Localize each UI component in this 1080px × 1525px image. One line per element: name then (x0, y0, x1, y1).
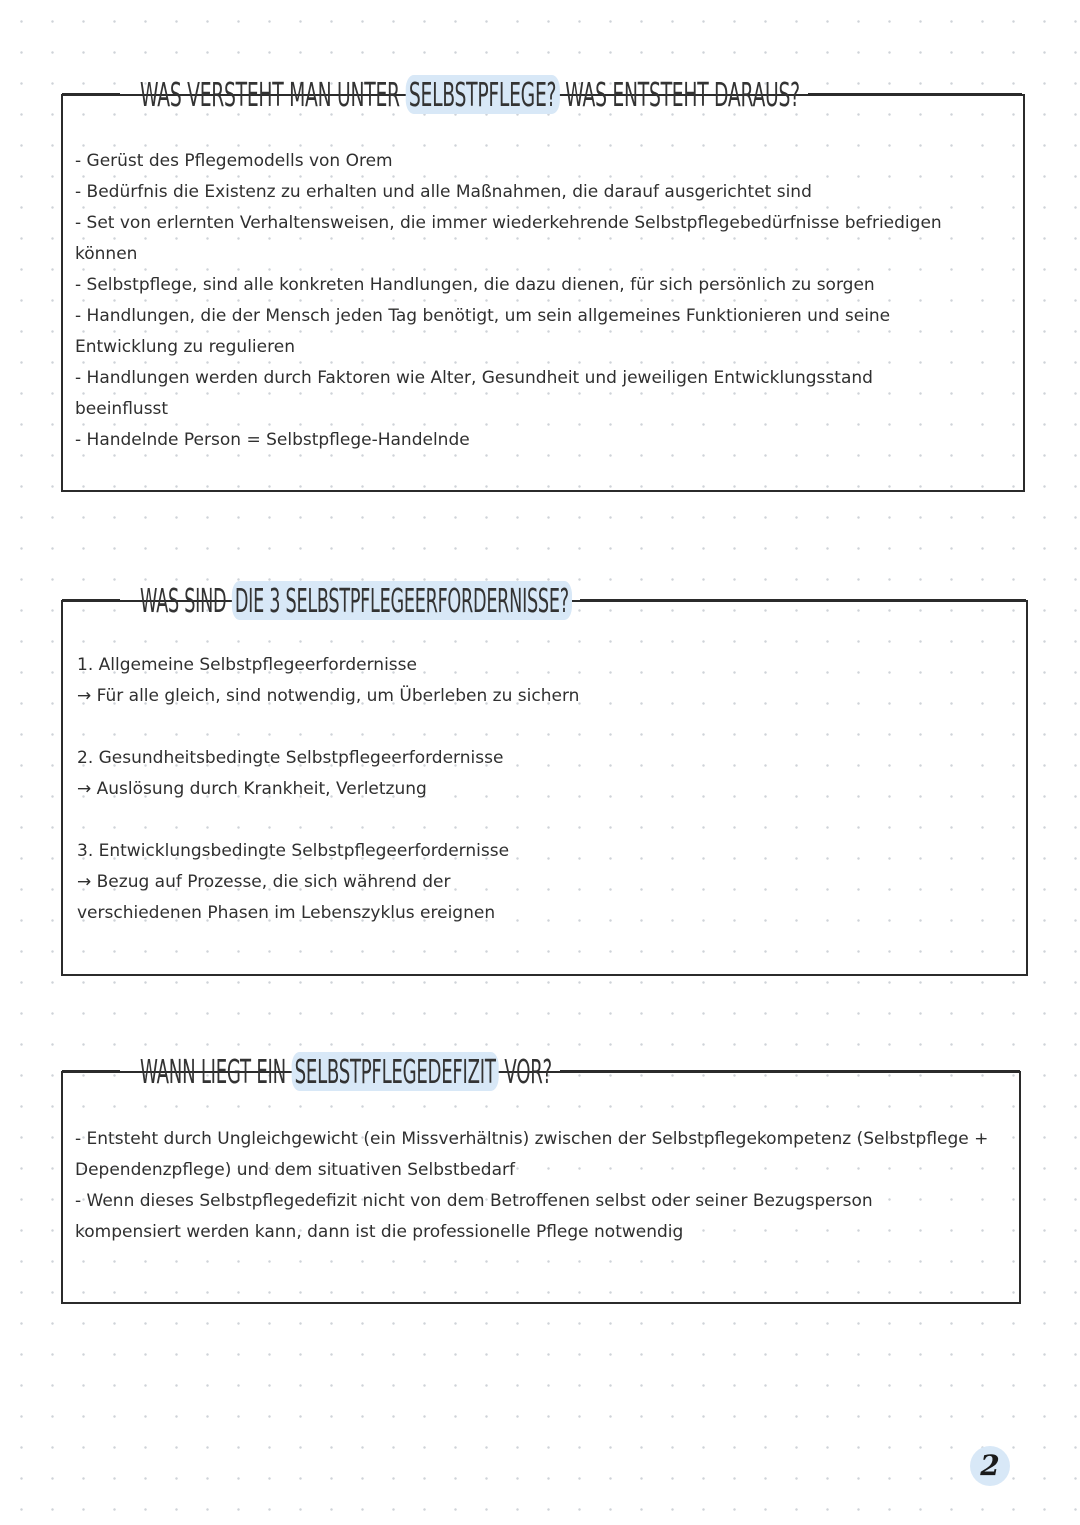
section-2-title: WAS SIND DIE 3 SELBSTPFLEGEERFORDERNISSE? (140, 581, 572, 620)
list-item: - Handlungen, die der Mensch jeden Tag benötigt, um sein allgemeines Funktionieren und seine (75, 306, 891, 326)
section-1-title: WAS VERSTEHT MAN UNTER SELBSTPFLEGE? WAS ENTSTEHT DARAUS? (140, 74, 800, 114)
list-item: - Handlungen werden durch Faktoren wie Alter, Gesundheit und jeweiligen Entwicklungsstand (75, 368, 873, 388)
section-2-content (77, 650, 1007, 929)
item-heading: 1. Allgemeine Selbstpflegeerfordernisse (77, 655, 417, 675)
item-detail: verschiedenen Phasen im Lebenszyklus ereignen (77, 903, 496, 923)
item-detail: → Bezug auf Prozesse, die sich während der (77, 872, 451, 892)
list-item: beeinflusst (75, 399, 169, 419)
title-rule-right (580, 599, 1026, 601)
page-number: 2 (970, 1446, 1010, 1486)
list-item: Entwicklung zu regulieren (75, 337, 295, 357)
item-detail: → Auslösung durch Krankheit, Verletzung (77, 779, 427, 799)
list-item: Dependenzpflege) und dem situativen Selbstbedarf (75, 1160, 515, 1180)
list-item: - Wenn dieses Selbstpflegedefizit nicht von dem Betroffenen selbst oder seiner Bezugsperson (75, 1191, 873, 1211)
title-rule-right (808, 93, 1022, 95)
section-1-content (75, 146, 1005, 456)
list-item: - Bedürfnis die Existenz zu erhalten und alle Maßnahmen, die darauf ausgerichtet sind (75, 182, 812, 202)
section-2-title-row (62, 576, 1026, 624)
item-heading: 2. Gesundheitsbedingte Selbstpflegeerfordernisse (77, 748, 504, 768)
item-heading: 3. Entwicklungsbedingte Selbstpflegeerfordernisse (77, 841, 510, 861)
title-rule-left (62, 93, 120, 95)
list-item: - Selbstpflege, sind alle konkreten Handlungen, die dazu dienen, für sich persönlich zu sorgen (75, 275, 875, 295)
section-3-title-row (62, 1047, 1020, 1095)
list-item: kompensiert werden kann, dann ist die professionelle Pflege notwendig (75, 1222, 684, 1242)
title-rule-left (62, 1070, 120, 1072)
list-item: - Entsteht durch Ungleichgewicht (ein Missverhältnis) zwischen der Selbstpflegekompetenz (Selbstpflege + (75, 1129, 989, 1149)
section-1-title-row (62, 70, 1022, 118)
title-rule-left (62, 599, 120, 601)
section-3-title: WANN LIEGT EIN SELBSTPFLEGEDEFIZIT VOR? (140, 1051, 552, 1091)
list-item: - Gerüst des Pflegemodells von Orem (75, 151, 393, 171)
section-3-content (75, 1124, 1005, 1248)
list-item: - Set von erlernten Verhaltensweisen, die immer wiederkehrende Selbstpflegebedürfnisse befriedigen (75, 213, 942, 233)
list-item: - Handelnde Person = Selbstpflege-Handelnde (75, 430, 470, 450)
item-detail: → Für alle gleich, sind notwendig, um Überleben zu sichern (77, 686, 580, 706)
title-rule-right (560, 1070, 1020, 1072)
list-item: können (75, 244, 138, 264)
